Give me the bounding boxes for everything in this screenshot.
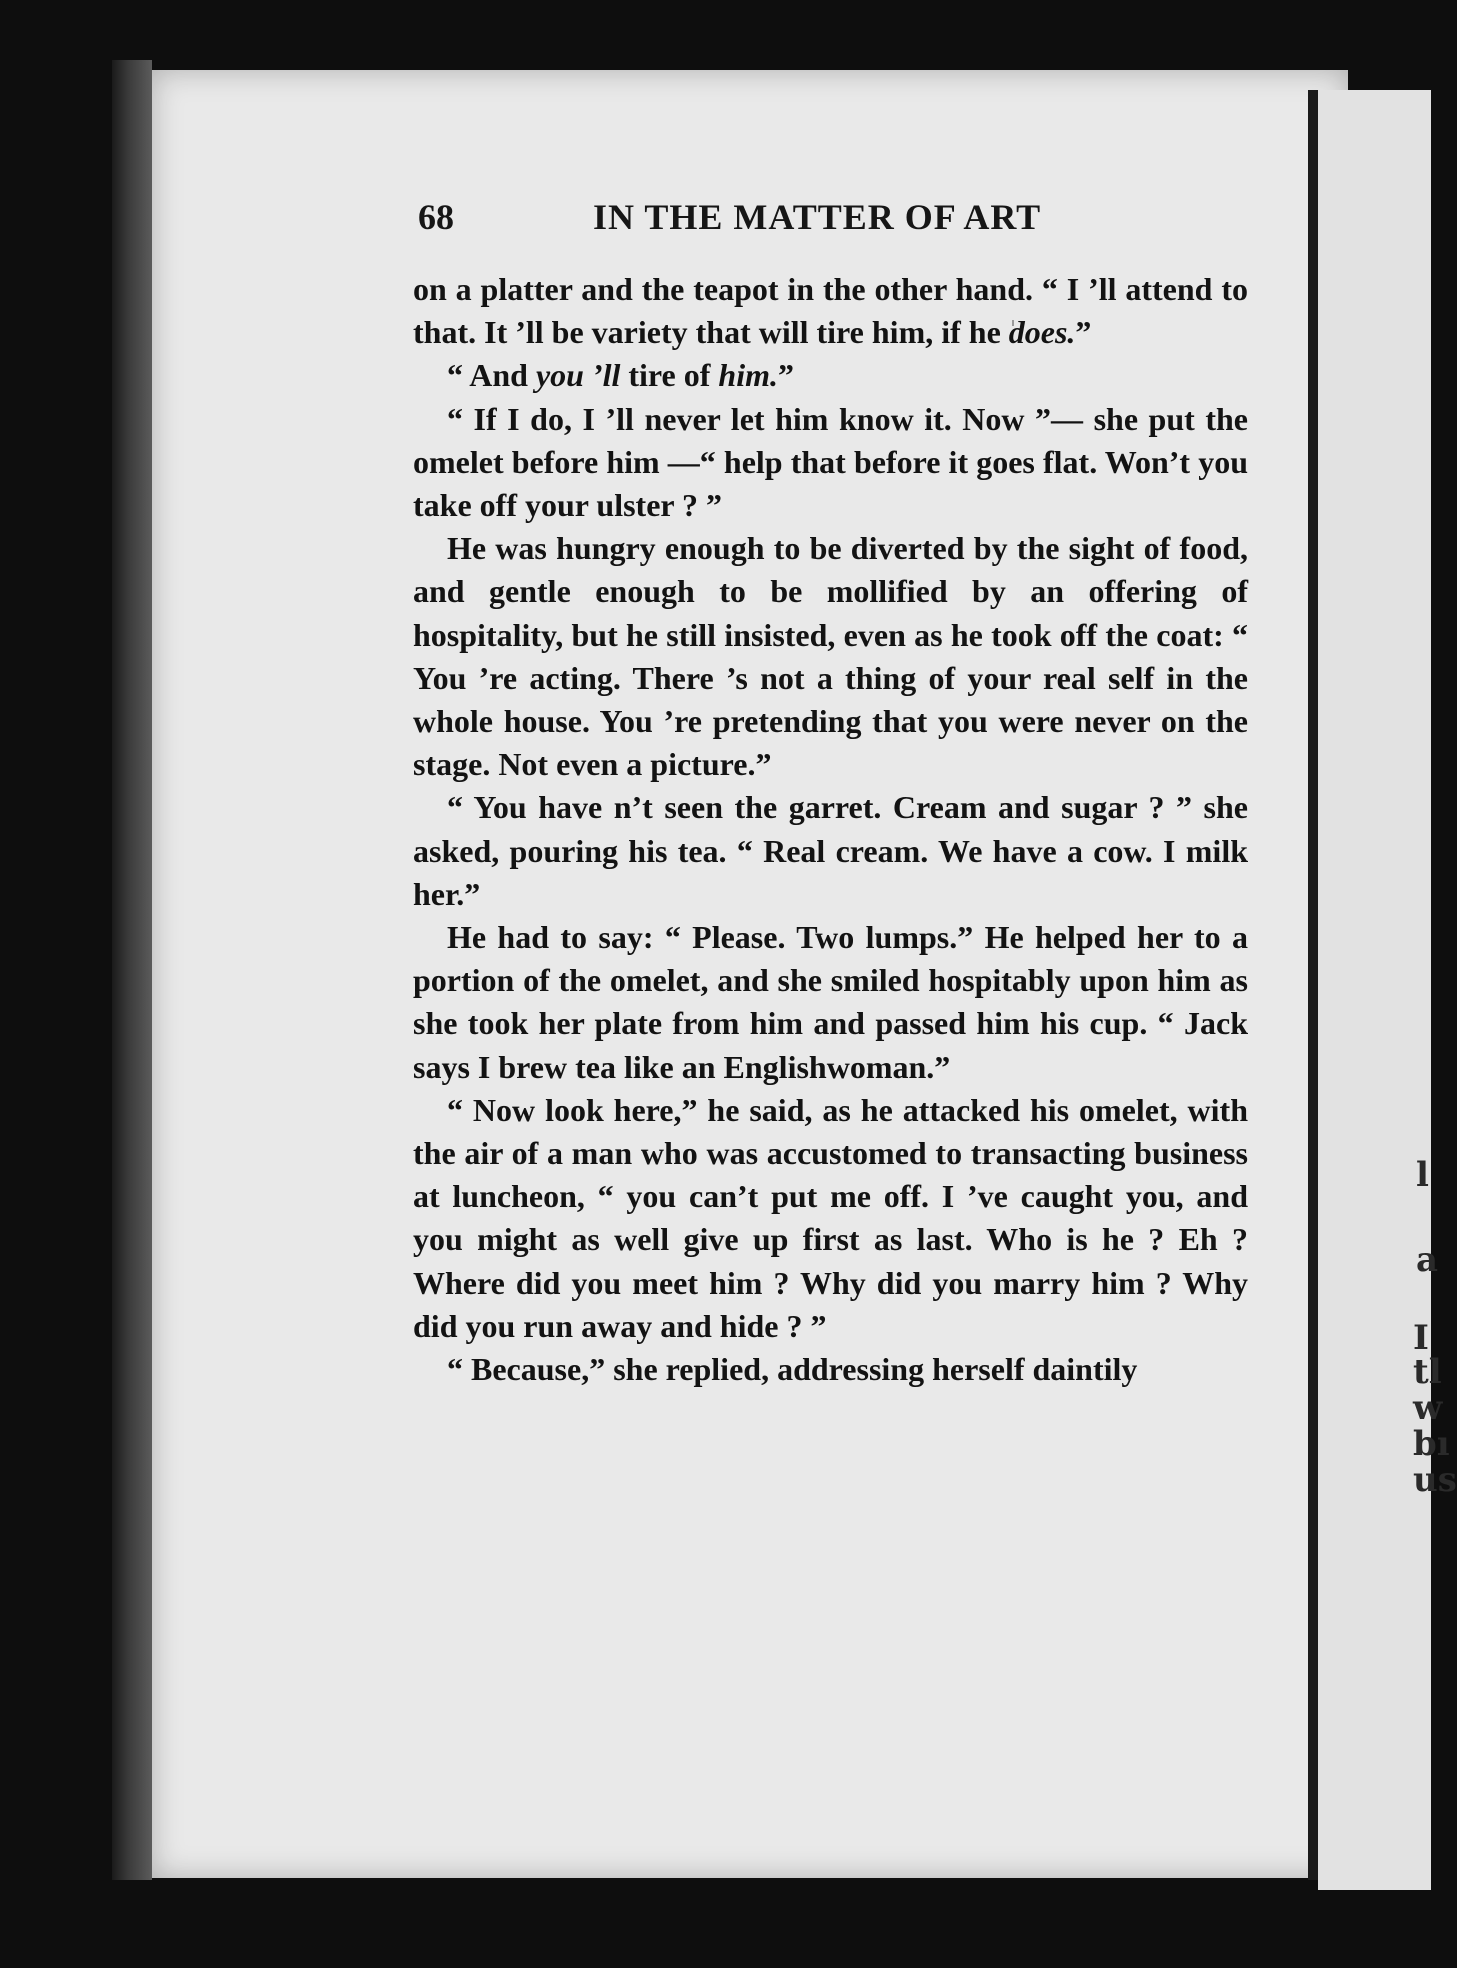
paragraph [413,268,1248,354]
page-header [418,196,1198,246]
text-run: ” [1075,314,1092,351]
adjacent-page-fragment: us [1413,1460,1457,1500]
paragraph: “ You have n’t seen the garret. Cream and sugar ? ” she asked, pouring his tea. “ Real cream. We have a cow. I milk her.” [413,789,1248,912]
adjacent-page-fragment: bı [1413,1424,1450,1464]
text-run: tire of [620,357,719,394]
text-run: on a platter and the teapot in the other hand. “ I ’ll attend to that. It ’ll be variety that will tire him, if he [413,271,1248,351]
body-text [413,268,1248,1391]
paragraph: “ Because,” she replied, addressing herself daintily [447,1351,1138,1388]
book-binding [112,60,152,1880]
italic-text: you ’ll [535,357,621,394]
adjacent-page-fragment: I [1413,1318,1429,1358]
text-run: “ And [447,357,536,394]
page-gutter-shadow [1308,90,1318,1880]
text-run: ” [777,357,794,394]
italic-text: him. [718,357,778,394]
adjacent-page-fragment: tl [1413,1352,1442,1392]
adjacent-page-fragment: a [1416,1240,1439,1280]
paragraph: “ If I do, I ’ll never let him know it. Now ”— she put the omelet before him —“ help that before it goes flat. Won’t you take off your ulster ? ” [413,400,1248,524]
page-number: 68 [418,197,454,237]
paragraph: He was hungry enough to be diverted by the sight of food, and gentle enough to be mollified by an offering of hospitality, but he still insisted, even as he took off the coat: “ You ’re acting. There ’s not a thing of your real self in the whole house. You ’re pretending that you were never on the stage. Not even a picture.” [413,530,1248,783]
italic-text: does. [1008,314,1076,351]
paragraph: “ Now look here,” he said, as he attacked his omelet, with the air of a man who was accustomed to transacting business at luncheon, “ you can’t put me off. I ’ve caught you, and you might as well give up first as last. Who is he ? Eh ? Where did you meet him ? Why did you marry him ? Why did you run away and hide ? ” [413,1091,1248,1344]
adjacent-page-fragment: l [1416,1155,1429,1195]
running-title: IN THE MATTER OF ART [593,197,1042,237]
adjacent-page-edge [1318,90,1457,1890]
paragraph [413,354,1248,397]
adjacent-page-fragment: w [1413,1388,1443,1428]
paragraph: He had to say: “ Please. Two lumps.” He helped her to a portion of the omelet, and she smiled hospitably upon him as she took her plate from him and passed him his cup. “ Jack says I brew tea like an Englishwoman.” [413,919,1248,1085]
